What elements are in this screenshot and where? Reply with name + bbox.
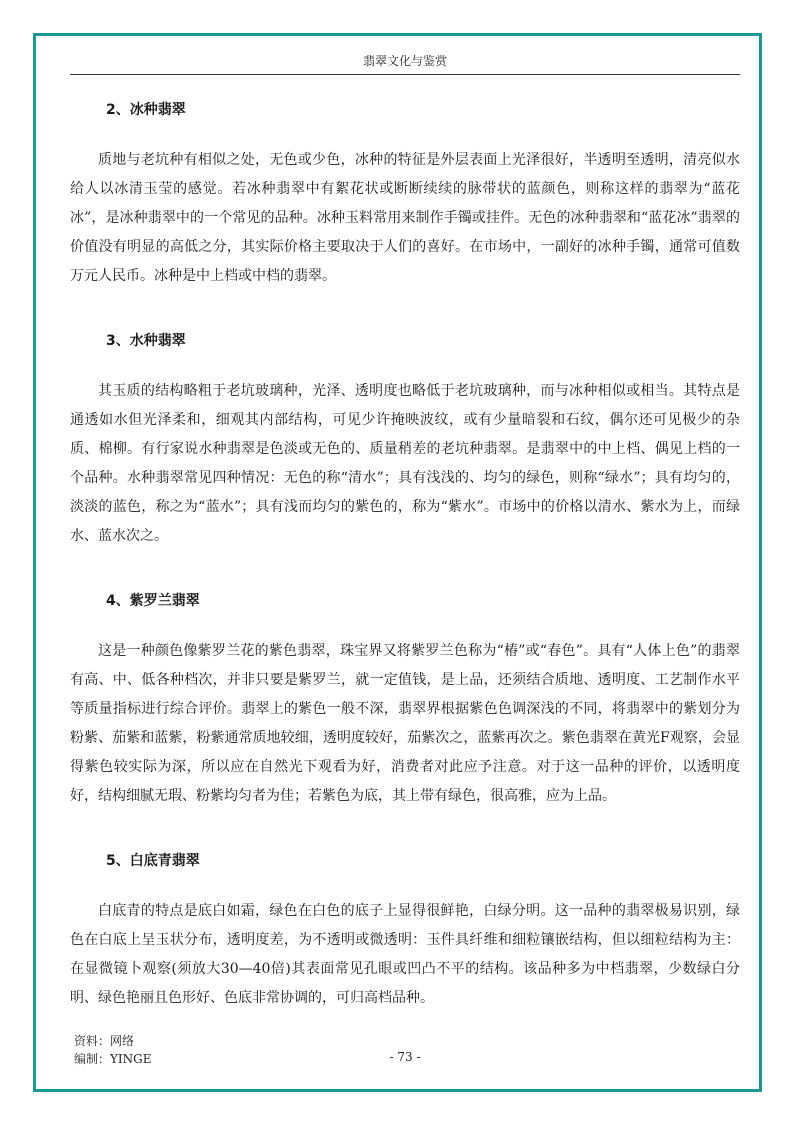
section-heading-violet: 4、紫罗兰翡翠 (106, 593, 200, 609)
section-text-violet: 这是一种颜色像紫罗兰花的紫色翡翠，珠宝界又将紫罗兰色称为“椿”或“春色”。具有“人体上色”的翡翠有高、中、低各种档次，并非只要是紫罗兰，就一定值钱，是上品，还须结合质地、透明度、工艺制作水平等质量指标进行综合评价。翡翠上的紫色一般不深，翡翠界根据紫色色调深浅的不同，将翡翠中的紫划分为粉紫、茄紫和蓝紫，粉紫通常质地较细，透明度较好，茄紫次之，蓝紫再次之。紫色翡翠在黄光F观察，会显得紫色较实际为深，所以应在自然光下观看为好，消费者对此应予注意。对于这一品种的评价，以透明度好，结构细腻无瑕、粉紫均匀者为佳；若紫色为底，其上带有绿色，很高雅，应为上品。 (70, 643, 740, 804)
section-heading-white-green: 5、白底青翡翠 (106, 853, 200, 869)
footer-editor: 编制：YINGE (74, 1052, 152, 1066)
section-text-ice: 质地与老坑种有相似之处，无色或少色，冰种的特征是外层表面上光泽很好，半透明至透明，清亮似水给人以冰清玉莹的感觉。若冰种翡翠中有絮花状或断断续续的脉带状的蓝颜色，则称这样的翡翠为“蓝花冰”，是冰种翡翠中的一个常见的品种。冰种玉料常用来制作手镯或挂件。无色的冰种翡翠和“蓝花冰”翡翠的价值没有明显的高低之分，其实际价格主要取决于人们的喜好。在市场中，一副好的冰种手镯，通常可值数万元人民币。冰种是中上档或中档的翡翠。 (70, 152, 740, 284)
document-body (70, 100, 740, 1053)
footer-source: 资料：网络 (74, 1034, 135, 1048)
section-heading-ice: 2、冰种翡翠 (106, 102, 186, 118)
page-footer (70, 1032, 740, 1068)
header-title: 翡翠文化与鉴赏 (362, 54, 447, 68)
section-text-white-green: 白底青的特点是底白如霜，绿色在白色的底子上显得很鲜艳，白绿分明。这一品种的翡翠极易识别，绿色在白底上呈玉状分布，透明度差，为不透明或微透明：玉件具纤维和细粒镶嵌结构，但以细粒结构为主：在显微镜卜观察(须放大30—40倍)其表面常见孔眼或凹凸不平的结构。该品种多为中档翡翠，少数绿白分明、绿色艳丽且色形好、色底非常协调的，可归高档品种。 (70, 903, 740, 1006)
page-header (70, 52, 740, 75)
section-text-water: 其玉质的结构略粗于老坑玻璃种，光泽、透明度也略低于老坑玻璃种，而与冰种相似或相当。其特点是通透如水但光泽柔和，细观其内部结构，可见少许掩映波纹，或有少量暗裂和石纹，偶尔还可见极少的杂质、棉柳。有行家说水种翡翠是色淡或无色的、质量稍差的老坑种翡翠。是翡翠中的中上档、偶见上档的一个品种。水种翡翠常见四种情况：无色的称“清水”；具有浅浅的、均匀的绿色，则称“绿水”；具有均匀的，淡淡的蓝色，称之为“蓝水”；具有浅而均匀的紫色的，称为“紫水”。市场中的价格以清水、紫水为上，而绿水、蓝水次之。 (70, 383, 740, 544)
section-heading-water: 3、水种翡翠 (106, 333, 186, 349)
page-number: - 73 - (389, 1050, 421, 1064)
